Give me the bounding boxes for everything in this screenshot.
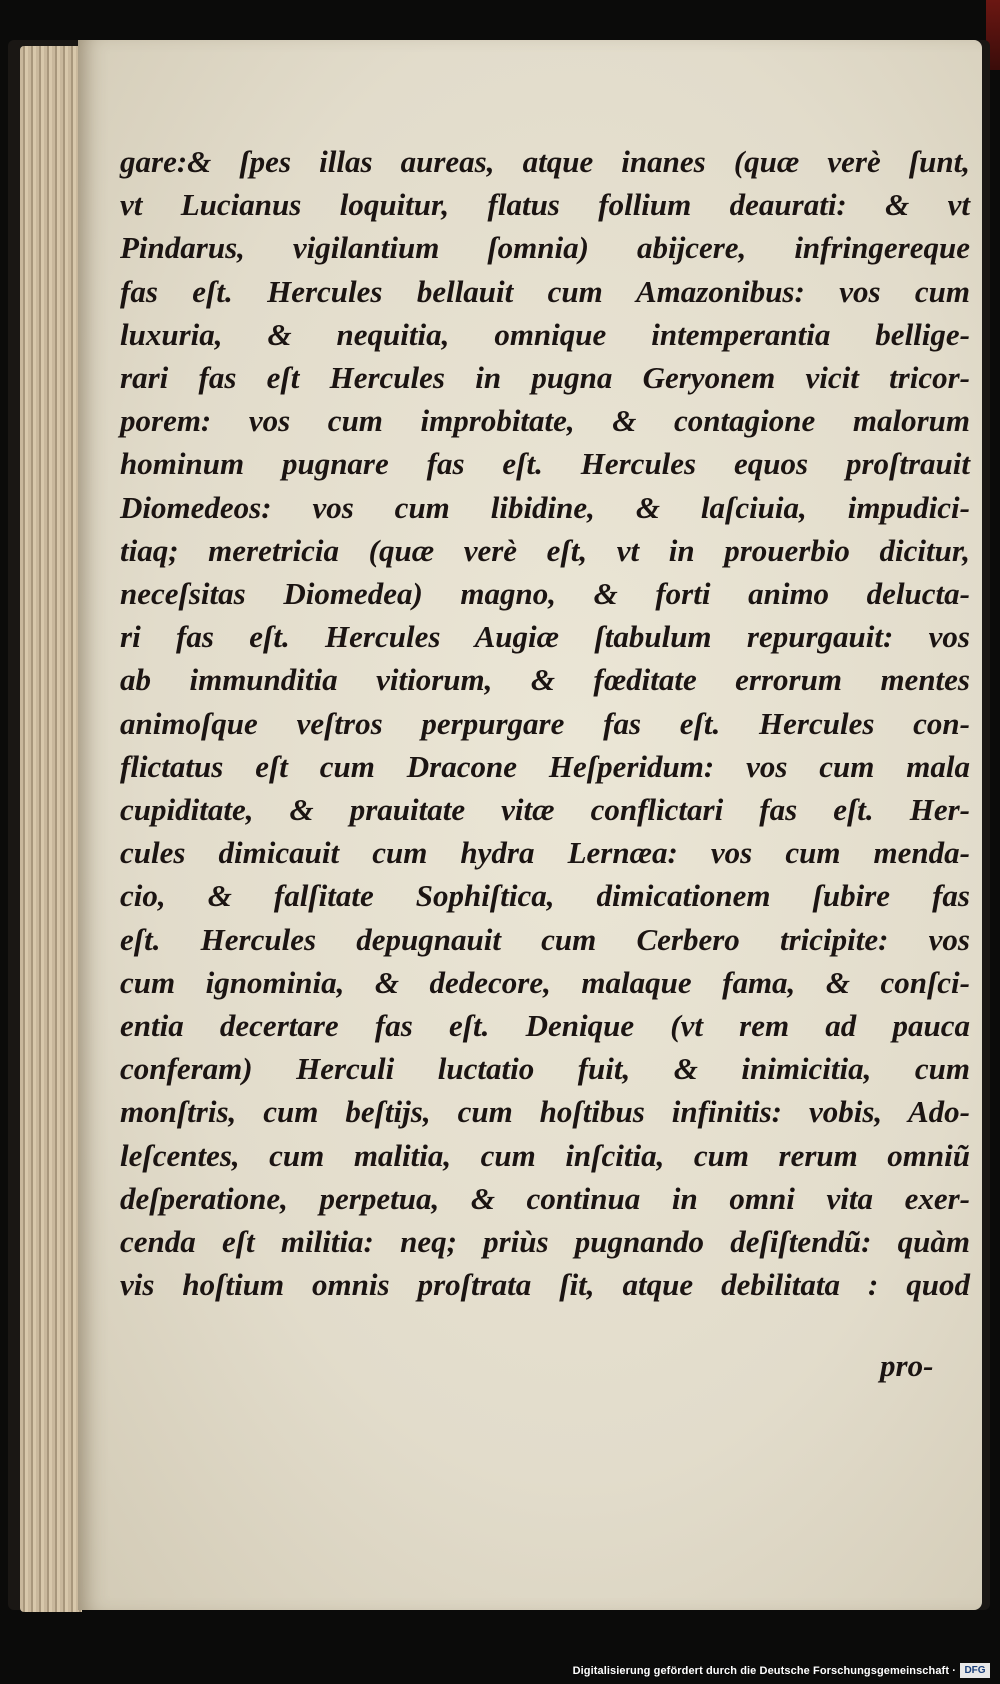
text-line: ab immunditia vitiorum, & fœditate errorum mentes — [120, 662, 970, 698]
page-text — [120, 140, 970, 1306]
text-line: eſt. Hercules depugnauit cum Cerbero tricipite: vos — [120, 921, 970, 957]
text-line: cio, & falſitate Sophiſtica, dimicationem ſubire fas — [120, 878, 970, 914]
text-line: cum ignominia, & dedecore, malaque fama, & conſci- — [120, 964, 970, 1000]
text-line: cules dimicauit cum hydra Lernæa: vos cum menda- — [120, 835, 970, 871]
text-line: vt Lucianus loquitur, flatus follium deaurati: & vt — [120, 187, 970, 223]
text-line: gare:& ſpes illas aureas, atque inanes (quæ verè ſunt, — [120, 144, 970, 179]
text-line: tiaq; meretricia (quæ verè eſt, vt in prouerbio dicitur, — [120, 532, 970, 568]
text-line: cenda eſt militia: neq; priùs pugnando deſiſtendũ: quàm — [120, 1224, 970, 1260]
text-line: ri fas eſt. Hercules Augiæ ſtabulum repurgauit: vos — [120, 619, 970, 655]
text-line: cupiditate, & prauitate vitæ conflictari fas eſt. Her- — [120, 792, 970, 828]
catchword: pro- — [880, 1348, 934, 1383]
text-line: flictatus eſt cum Dracone Heſperidum: vos cum mala — [120, 748, 970, 784]
text-line: Pindarus, vigilantium ſomnia) abijcere, infringereque — [120, 230, 970, 266]
text-line: fas eſt. Hercules bellauit cum Amazonibus: vos cum — [120, 273, 970, 309]
text-line: leſcentes, cum malitia, cum inſcitia, cum rerum omniũ — [120, 1137, 970, 1173]
text-line: porem: vos cum improbitate, & contagione malorum — [120, 403, 970, 439]
text-line: hominum pugnare fas eſt. Hercules equos proſtrauit — [120, 446, 970, 482]
text-line: luxuria, & nequitia, omnique intemperantia bellige- — [120, 316, 970, 352]
text-line: deſperatione, perpetua, & continua in omni vita exer- — [120, 1180, 970, 1216]
dfg-logo: DFG — [960, 1663, 990, 1678]
digitization-credit: Digitalisierung gefördert durch die Deutsche Forschungsgemeinschaft · — [572, 1665, 956, 1677]
text-line: monſtris, cum beſtijs, cum hoſtibus infinitis: vobis, Ado- — [120, 1094, 970, 1130]
text-line: rari fas eſt Hercules in pugna Geryonem vicit tricor- — [120, 360, 970, 396]
text-line: entia decertare fas eſt. Denique (vt rem ad pauca — [120, 1008, 970, 1044]
text-line: Diomedeos: vos cum libidine, & laſciuia, impudici- — [120, 489, 970, 525]
text-line: neceſsitas Diomedea) magno, & forti animo delucta- — [120, 576, 970, 612]
text-line: animoſque veſtros perpurgare fas eſt. Hercules con- — [120, 705, 970, 741]
text-line: conferam) Herculi luctatio fuit, & inimicitia, cum — [120, 1051, 970, 1087]
text-line: vis hoſtium omnis proſtrata ſit, atque debilitata : quod — [120, 1267, 970, 1303]
page-edges — [20, 46, 82, 1612]
